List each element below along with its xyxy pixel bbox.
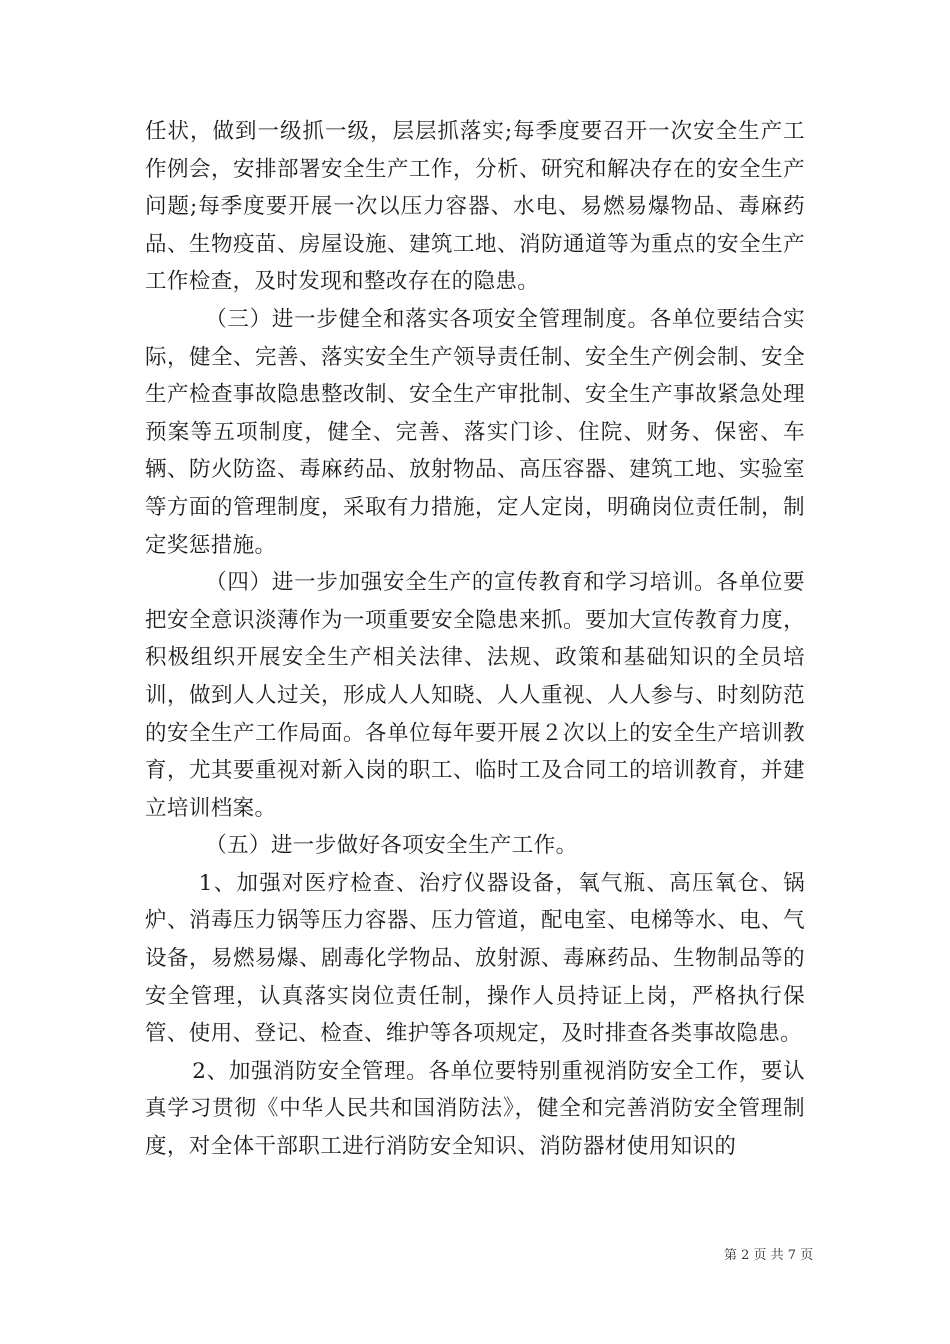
document-body [145, 113, 805, 1166]
paragraph-section-4: （四）进一步加强安全生产的宣传教育和学习培训。各单位要把安全意识淡薄作为一项重要安全隐患来抓。要加大宣传教育力度，积极组织开展安全生产相关法律、法规、政策和基础知识的全员培训，做到人人过关，形成人人知晓、人人重视、人人参与、时刻防范的安全生产工作局面。各单位每年要开展２次以上的安全生产培训教育，尤其要重视对新入岗的职工、临时工及合同工的培训教育，并建立培训档案。 [145, 570, 805, 821]
paragraph-section-3: （三）进一步健全和落实各项安全管理制度。各单位要结合实际，健全、完善、落实安全生产领导责任制、安全生产例会制、安全生产检查事故隐患整改制、安全生产审批制、安全生产事故紧急处理预案等五项制度，健全、完善、落实门诊、住院、财务、保密、车辆、防火防盗、毒麻药品、放射物品、高压容器、建筑工地、实验室等方面的管理制度，采取有力措施，定人定岗，明确岗位责任制，制定奖惩措施。 [145, 306, 805, 558]
paragraph-item-2: 2、加强消防安全管理。各单位要特别重视消防安全工作，要认真学习贯彻《中华人民共和国消防法》，健全和完善消防安全管理制度，对全体干部职工进行消防安全知识、消防器材使用知识的 [145, 1058, 805, 1160]
paragraph-item-1: 1、加强对医疗检查、治疗仪器设备，氧气瓶、高压氧仓、锅炉、消毒压力锅等压力容器、压力管道，配电室、电梯等水、电、气设备，易燃易爆、剧毒化学物品、放射源、毒麻药品、生物制品等的安全管理，认真落实岗位责任制，操作人员持证上岗，严格执行保管、使用、登记、检查、维护等各项规定，及时排查各类事故隐患。 [145, 870, 805, 1047]
page-number: 第 2 页 共 7 页 [724, 1248, 814, 1263]
paragraph-continued: 任状，做到一级抓一级，层层抓落实;每季度要召开一次安全生产工作例会，安排部署安全生产工作，分析、研究和解决存在的安全生产问题;每季度要开展一次以压力容器、水电、易燃易爆物品、毒麻药品、生物疫苗、房屋设施、建筑工地、消防通道等为重点的安全生产工作检查，及时发现和整改存在的隐患。 [145, 119, 805, 295]
paragraph-section-5-heading: （五）进一步做好各项安全生产工作。 [205, 833, 578, 859]
